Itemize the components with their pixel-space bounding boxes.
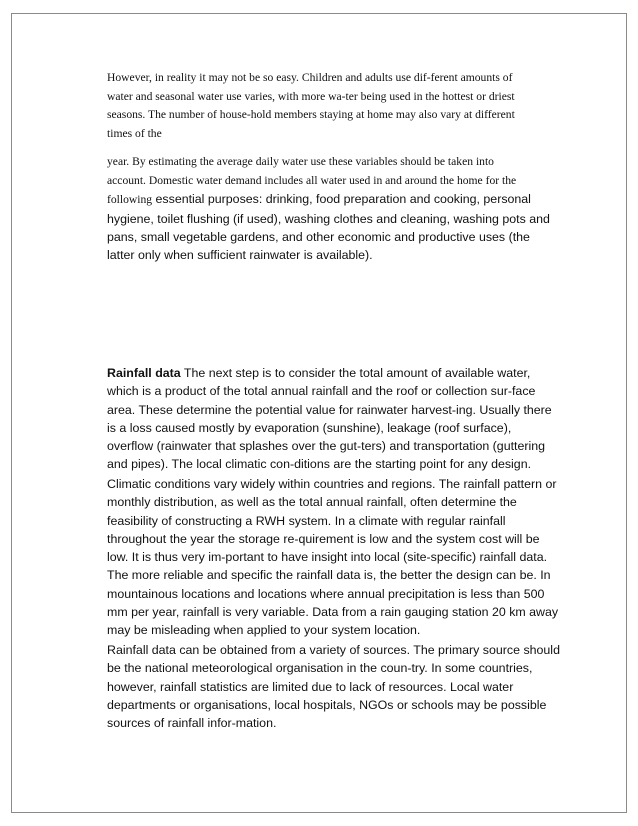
text-line: throughout the year the storage re-quirement is low and the system cost will be (107, 531, 540, 546)
text-line: latter only when sufficient rainwater is available). (107, 248, 373, 263)
text-fragment: The next step is to consider the total amount of available water, (180, 366, 531, 380)
text-fragment-sans: essential purposes: drinking, food preparation and cooking, personal (152, 192, 531, 207)
paragraph-rainfall-sources (107, 641, 577, 732)
text-line: sources of rainfall infor-mation. (107, 716, 277, 731)
text-line: which is a product of the total annual rainfall and the roof or collection sur-face (107, 384, 536, 399)
text-line: monthly distribution, as well as the total annual rainfall, often determine the (107, 495, 517, 510)
text-line: Climatic conditions vary widely within countries and regions. The rainfall pattern or (107, 477, 557, 491)
text-line: account. Domestic water demand includes all water used in and around the home for the (107, 173, 517, 187)
paragraph-rainfall-data (107, 364, 577, 474)
text-line: overflow (rainwater that splashes over the gut-ters) and transportation (guttering (107, 439, 546, 454)
text-line: area. These determine the potential value for rainwater harvest-ing. Usually there (107, 402, 552, 417)
text-line: be the national meteorological organisation in the coun-try. In some countries, (107, 661, 533, 676)
rainfall-data-heading: Rainfall data (107, 366, 181, 380)
text-line: However, in reality it may not be so easy. Children and adults use dif-ferent amounts of (107, 71, 513, 84)
paragraph-climatic-conditions (107, 475, 577, 640)
text-line: hygiene, toilet flushing (if used), washing clothes and cleaning, washing pots and (107, 211, 550, 226)
text-line: seasons. The number of house-hold members staying at home may also vary at different (107, 108, 515, 122)
text-line: may be misleading when applied to your system location. (107, 623, 421, 638)
text-line: water and seasonal water use varies, with more wa-ter being used in the hottest or driest (107, 89, 515, 103)
text-line: low. It is thus very im-portant to have insight into local (site-specific) rainfall data. (107, 550, 548, 565)
text-line: year. By estimating the average daily water use these variables should be taken into (107, 155, 494, 168)
text-line: times of the (107, 126, 162, 140)
text-line: and pipes). The local climatic con-ditions are the starting point for any design. (107, 457, 532, 472)
paragraph-domestic-demand (107, 153, 577, 265)
text-line: mountainous locations and locations where annual precipitation is less than 500 (107, 586, 545, 601)
text-fragment-serif: following (107, 193, 153, 207)
paragraph-water-use-variation (107, 69, 577, 143)
text-line: feasibility of constructing a RWH system. In a climate with regular rainfall (107, 513, 506, 528)
text-line: departments or organisations, local hospitals, NGOs or schools may be possible (107, 697, 547, 712)
text-line: mm per year, rainfall is very variable. Data from a rain gauging station 20 km away (107, 605, 559, 620)
text-line: is a loss caused mostly by evaporation (sunshine), leakage (roof surface), (107, 420, 512, 435)
text-line (107, 190, 577, 210)
text-line: however, rainfall statistics are limited due to lack of resources. Local water (107, 679, 514, 694)
text-line: pans, small vegetable gardens, and other economic and productive uses (the (107, 230, 530, 245)
text-line: Rainfall data can be obtained from a variety of sources. The primary source should (107, 643, 560, 657)
text-line (107, 364, 577, 382)
text-line: The more reliable and specific the rainfall data is, the better the design can be. In (107, 568, 551, 583)
